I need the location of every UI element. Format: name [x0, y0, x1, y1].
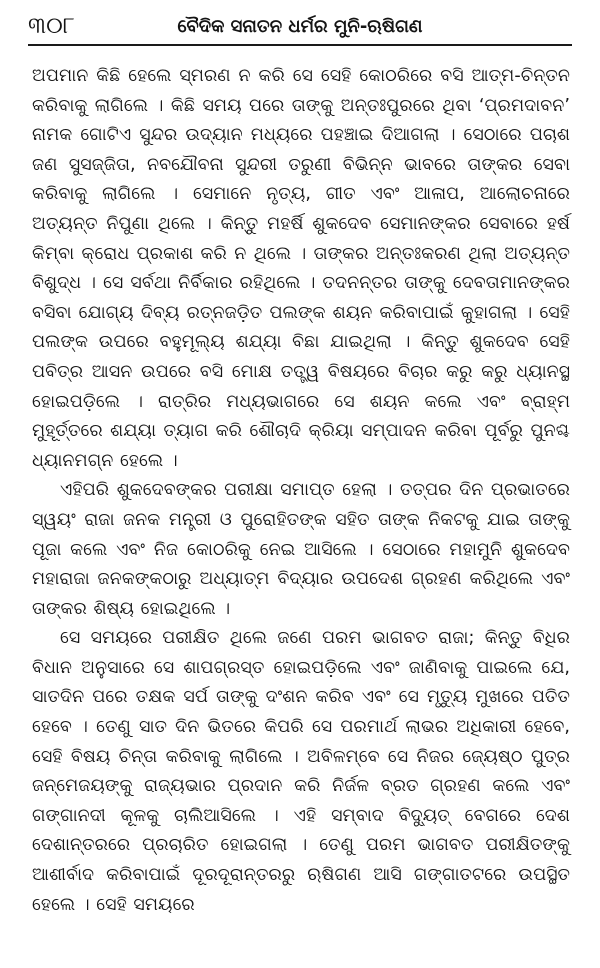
paragraph-1: ଅପମାନ କିଛି ହେଲେ ସ୍ମରଣ ନ କରି ସେ ସେହି କୋଠରିରେ ବସି ଆତ୍ମ-ଚିନ୍ତନ କରିବାକୁ ଲାଗିଲେ । କିଛି ସମୟ ପରେ ତାଙ୍କୁ ଅନ୍ତଃପୁରରେ ଥିବା ‘ପ୍ରମଦାବନ’ ନାମକ ଗୋଟିଏ ସୁନ୍ଦର ଉଦ୍ୟାନ ମଧ୍ୟରେ ପହଞ୍ଚାଇ ଦିଆଗଲା । ସେଠାରେ ପଚାଶ ଜଣ ସୁସଜ୍ଜିତା, ନବଯୌବନା ସୁନ୍ଦରୀ ତରୁଣୀ ବିଭିନ୍ନ ଭାବରେ ତାଙ୍କର ସେବା କରିବାକୁ ଲାଗିଲେ । ସେମାନେ ନୃତ୍ୟ, ଗୀତ ଏବଂ ଆଳାପ, ଆଲୋଚନାରେ ଅତ୍ୟନ୍ତ ନିପୁଣା ଥିଲେ । କିନ୍ତୁ ମହର୍ଷି ଶୁକଦେବ ସେମାନଙ୍କର ସେବାରେ ହର୍ଷ କିମ୍ବା କ୍ରୋଧ ପ୍ରକାଶ କରି ନ ଥିଲେ । ତାଙ୍କର ଅନ୍ତଃକରଣ ଥିଲା ଅତ୍ୟନ୍ତ ବିଶୁଦ୍ଧ । ସେ ସର୍ବଥା ନିର୍ବିକାର ରହିଥିଲେ । ତଦନନ୍ତର ତାଙ୍କୁ ଦେବତାମାନଙ୍କର ବସିବା ଯୋଗ୍ୟ ଦିବ୍ୟ ରତ୍ନଜଡ଼ିତ ପଲଙ୍କ ଶୟନ କରିବାପାଇଁ କୁହାଗଲା । ସେହି ପଲଙ୍କ ଉପରେ ବହୁମୂଲ୍ୟ ଶଯ୍ୟା ବିଛା ଯାଇଥିଲା । କିନ୍ତୁ ଶୁକଦେବ ସେହି ପବିତ୍ର ଆସନ ଉପରେ ବସି ମୋକ୍ଷ ତତ୍ତ୍ୱ ବିଷୟରେ ବିଚାର କରୁ କରୁ ଧ୍ୟାନସ୍ଥ ହୋଇପଡ଼ିଲେ । ରାତ୍ରିର ମଧ୍ୟଭାଗରେ ସେ ଶୟନ କଲେ ଏବଂ ବ୍ରାହ୍ମ ମୁହୂର୍ତ୍ତରେ ଶଯ୍ୟା ତ୍ୟାଗ କରି ଶୌଚାଦି କ୍ରିୟା ସମ୍ପାଦନ କରିବା ପୂର୍ବରୁ ପୁନଶ୍ଚ ଧ୍ୟାନମଗ୍ନ ହେଲେ । — [32, 66, 570, 471]
page-number: ୩୦୮ — [28, 13, 75, 39]
body-text — [32, 62, 570, 920]
paragraph-2: ଏହିପରି ଶୁକଦେବଙ୍କର ପରୀକ୍ଷା ସମାପ୍ତ ହେଲା । ତତ୍ପର ଦିନ ପ୍ରଭାତରେ ସ୍ୱୟଂ ରାଜା ଜନକ ମନ୍ତ୍ରୀ ଓ ପୁରୋହିତଙ୍କ ସହିତ ତାଙ୍କ ନିକଟକୁ ଯାଇ ତାଙ୍କୁ ପୂଜା କଲେ ଏବଂ ନିଜ କୋଠରିକୁ ନେଇ ଆସିଲେ । ସେଠାରେ ମହାମୁନି ଶୁକଦେବ ମହାରାଜା ଜନକଙ୍କଠାରୁ ଅଧ୍ୟାତ୍ମ ବିଦ୍ୟାର ଉପଦେଶ ଗ୍ରହଣ କରିଥିଲେ ଏବଂ ତାଙ୍କର ଶିଷ୍ୟ ହୋଇଥିଲେ । — [32, 480, 570, 619]
paragraph-3: ସେ ସମୟରେ ପରୀକ୍ଷିତ ଥିଲେ ଜଣେ ପରମ ଭାଗବତ ରାଜା; କିନ୍ତୁ ବିଧିର ବିଧାନ ଅନୁସାରେ ସେ ଶାପଗ୍ରସ୍ତ ହୋଇପଡ଼ିଲେ ଏବଂ ଜାଣିବାକୁ ପାଇଲେ ଯେ, ସାତଦିନ ପରେ ତକ୍ଷକ ସର୍ପ ତାଙ୍କୁ ଦଂଶନ କରିବ ଏବଂ ସେ ମୃତ୍ୟୁ ମୁଖରେ ପତିତ ହେବେ । ତେଣୁ ସାତ ଦିନ ଭିତରେ କିପରି ସେ ପରମାର୍ଥ ଲାଭର ଅଧିକାରୀ ହେବେ, ସେହି ବିଷୟ ଚିନ୍ତା କରିବାକୁ ଲାଗିଲେ । ଅବିଳମ୍ବେ ସେ ନିଜର ଜ୍ୟେଷ୍ଠ ପୁତ୍ର ଜନ୍ମେଜୟଙ୍କୁ ରାଜ୍ୟଭାର ପ୍ରଦାନ କରି ନିର୍ଜଳ ବ୍ରତ ଗ୍ରହଣ କଲେ ଏବଂ ଗଙ୍ଗାନଦୀ କୂଳକୁ ଚାଲିଆସିଲେ । ଏହି ସମ୍ବାଦ ବିଦ୍ୟୁତ୍ ବେଗରେ ଦେଶ ଦେଶାନ୍ତରରେ ପ୍ରଚାରିତ ହୋଇଗଲା । ତେଣୁ ପରମ ଭାଗବତ ପରୀକ୍ଷିତଙ୍କୁ ଆଶୀର୍ବାଦ କରିବାପାଇଁ ଦୂରଦୂରାନ୍ତରରୁ ଋଷିଗଣ ଆସି ଗଙ୍ଗାତଟରେ ଉପସ୍ଥିତ ହେଲେ । ସେହି ସମୟରେ — [32, 628, 570, 915]
page-header — [28, 10, 572, 46]
running-title: ବୈଦିକ ସନାତନ ଧର୍ମର ମୁନି-ଋଷିଗଣ — [177, 16, 423, 37]
